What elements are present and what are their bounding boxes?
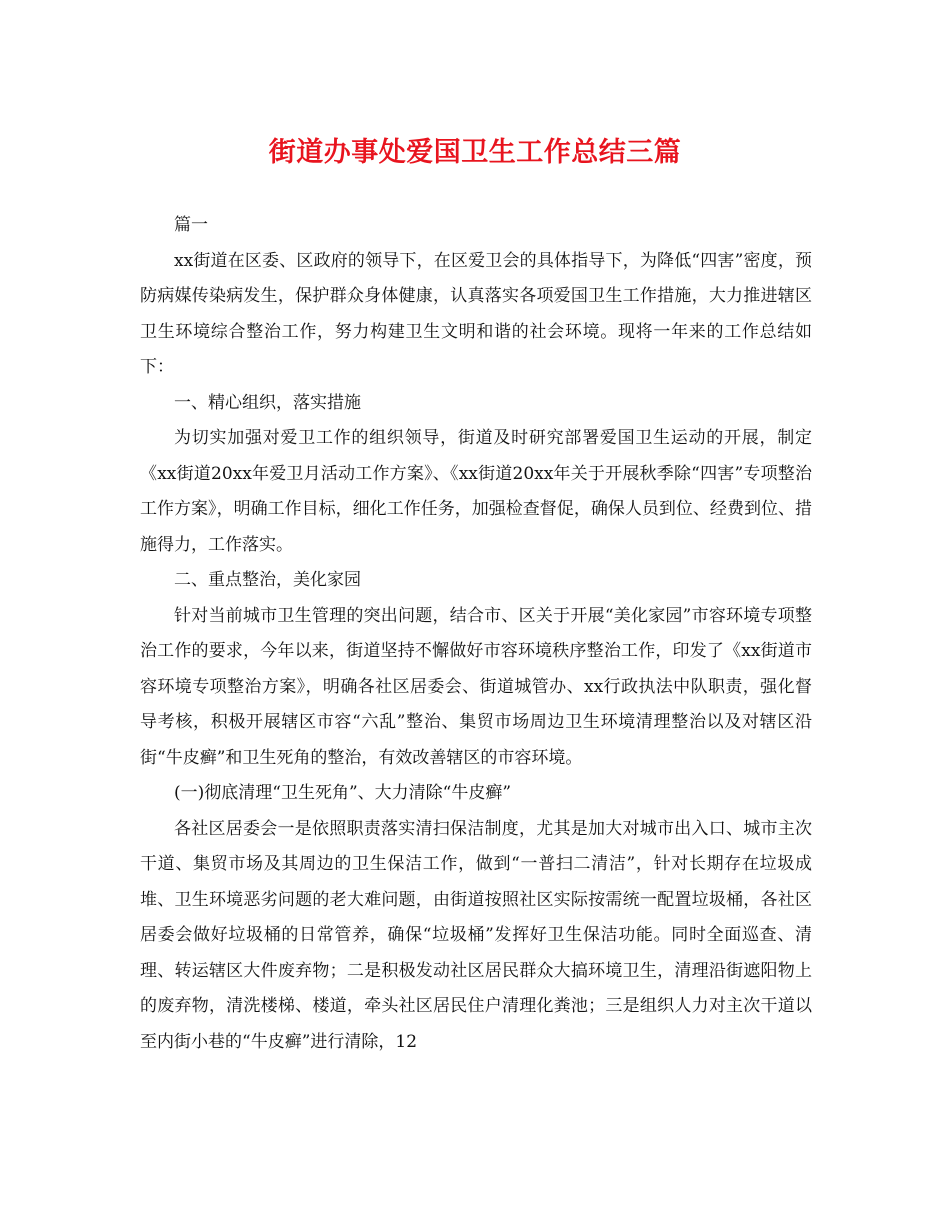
heading-section-2: 二、重点整治，美化家园 [174, 570, 361, 590]
paragraph-section-label: 篇一 [174, 215, 208, 235]
paragraph-intro: xx街道在区委、区政府的领导下，在区爱卫会的具体指导下，为降低“四害”密度，预防病媒传染病发生，保护群众身体健康，认真落实各项爱国卫生工作措施，大力推进辖区卫生环境综合整治工作，努力构建卫生文明和谐的社会环境。现将一年来的工作总结如下： [140, 250, 812, 377]
document-body [140, 208, 812, 1060]
subheading-2-1: (一)彻底清理“卫生死角”、大力清除“牛皮癣” [174, 783, 512, 803]
paragraph-section-2: 针对当前城市卫生管理的突出问题，结合市、区关于开展“美化家园”市容环境专项整治工作的要求，今年以来，街道坚持不懈做好市容环境秩序整治工作，印发了《xx街道市容环境专项整治方案》，明确各社区居委会、街道城管办、xx行政执法中队职责，强化督导考核，积极开展辖区市容“六乱”整治、集贸市场周边卫生环境清理整治以及对辖区沿街“牛皮癣”和卫生死角的整治，有效改善辖区的市容环境。 [140, 605, 812, 768]
paragraph-section-1: 为切实加强对爱卫工作的组织领导，街道及时研究部署爱国卫生运动的开展，制定《xx街道20xx年爱卫月活动工作方案》、《xx街道20xx年关于开展秋季除“四害”专项整治工作方案》，明确工作目标，细化工作任务，加强检查督促，确保人员到位、经费到位、措施得力，工作落实。 [140, 428, 812, 555]
heading-section-1: 一、精心组织，落实措施 [174, 392, 361, 413]
paragraph-2-1: 各社区居委会一是依照职责落实清扫保洁制度，尤其是加大对城市出入口、城市主次干道、集贸市场及其周边的卫生保洁工作，做到“一普扫二清洁”，针对长期存在垃圾成堆、卫生环境恶劣问题的老大难问题，由街道按照社区实际按需统一配置垃圾桶，各社区居委会做好垃圾桶的日常管养，确保“垃圾桶”发挥好卫生保洁功能。同时全面巡查、清理、转运辖区大件废弃物；二是积极发动社区居民群众大搞环境卫生，清理沿街遮阳物上的废弃物，清洗楼梯、楼道，牵头社区居民住户清理化粪池；三是组织人力对主次干道以至内街小巷的“牛皮癣”进行清除，12 [140, 818, 812, 1052]
document-title: 街道办事处爱国卫生工作总结三篇 [268, 137, 682, 168]
